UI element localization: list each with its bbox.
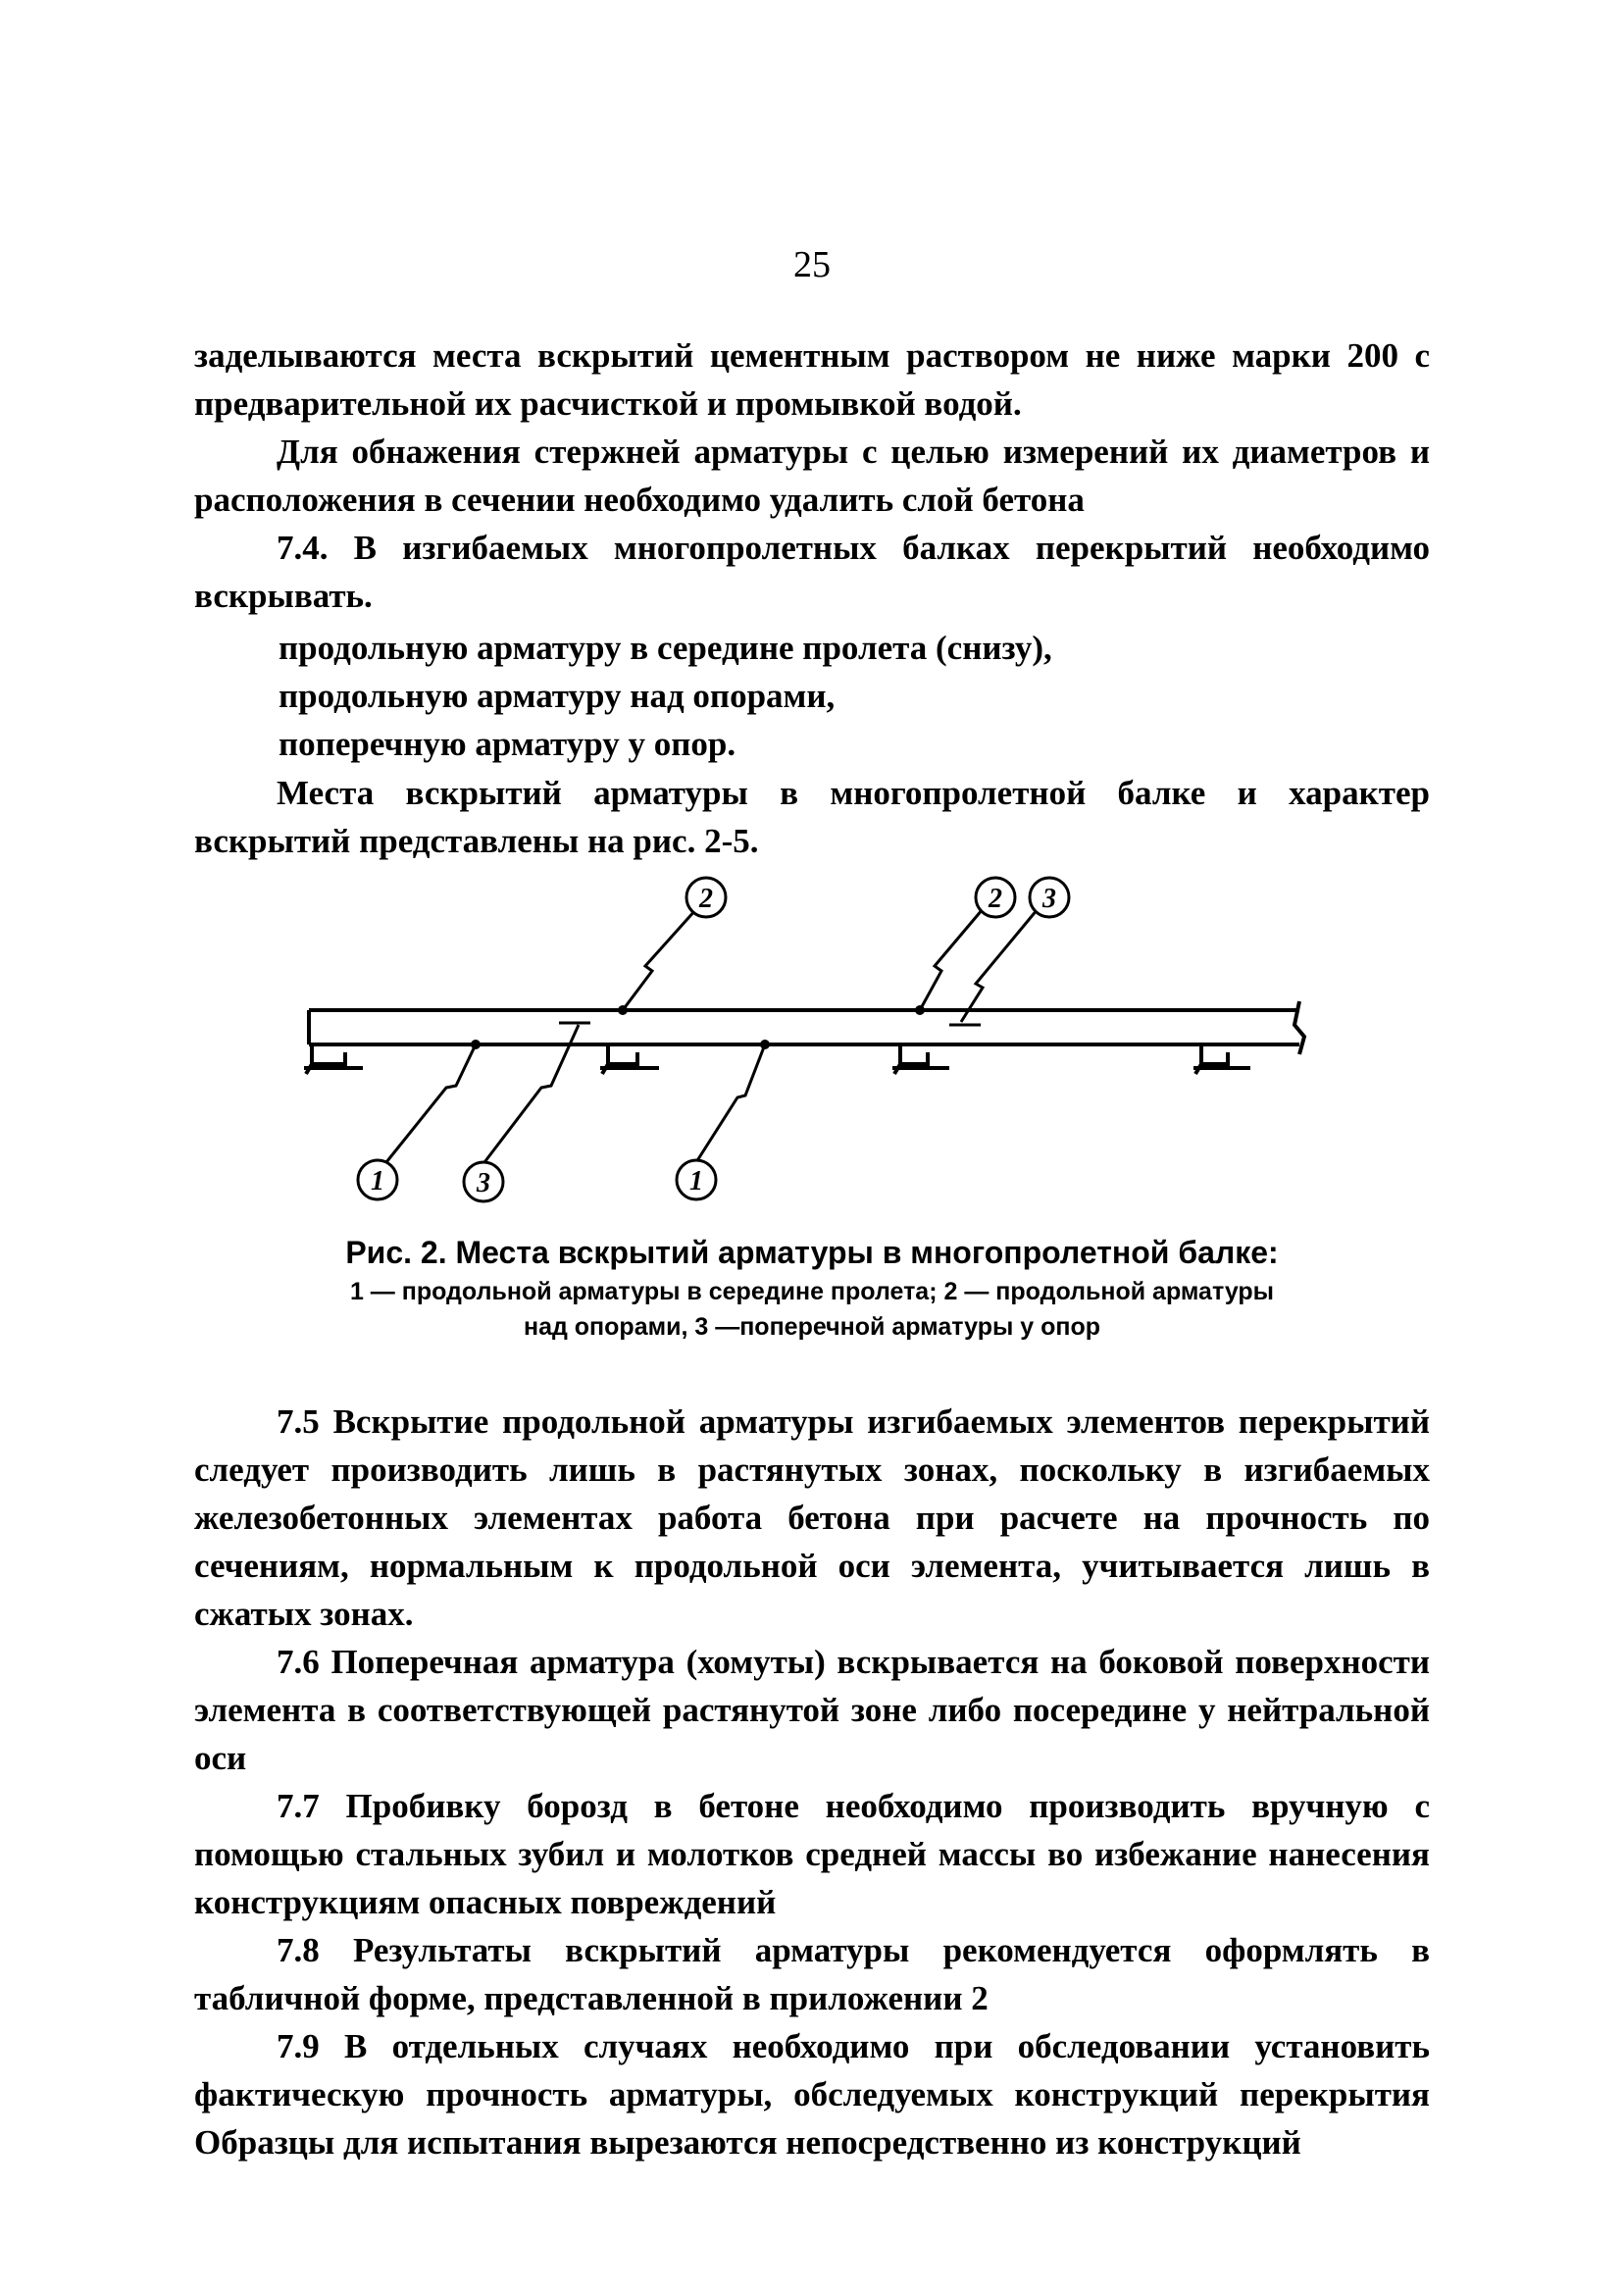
label-circles bbox=[358, 878, 1069, 1201]
paragraph-7-9: 7.9 В отдельных случаях необходимо при обследовании установить фактическую прочность арматуры, обследуемых конструкций перекрытия Образцы для испытания вырезаются непосредственно из конструкций bbox=[194, 2027, 1430, 2162]
paragraph-exposing-rebar: Для обнажения стержней арматуры с целью измерений их диаметров и расположения в сечении необходимо удалить слой бетона bbox=[194, 433, 1430, 519]
list-item: продольную арматуру над опорами, bbox=[279, 677, 836, 715]
list-item: продольную арматуру в середине пролета (снизу), bbox=[279, 629, 1052, 667]
figure-label-2a: 2 bbox=[699, 884, 713, 914]
paragraph-figure-reference: Места вскрытий арматуры в многопролетной балке и характер вскрытий представлены на рис. 2-5. bbox=[194, 774, 1430, 860]
figure-caption bbox=[196, 1231, 1428, 1345]
supports bbox=[304, 1044, 1250, 1074]
beam-diagram bbox=[284, 868, 1324, 1221]
page-number: 25 bbox=[793, 244, 831, 285]
paragraph-7-4: 7.4. В изгибаемых многопролетных балках перекрытий необходимо вскрывать. bbox=[194, 529, 1430, 615]
figure-label-3b: 3 bbox=[1042, 884, 1056, 914]
paragraph-7-8: 7.8 Результаты вскрытий арматуры рекомендуется оформлять в табличной форме, представленной в приложении 2 bbox=[194, 1931, 1430, 2017]
rebar-list bbox=[279, 624, 1052, 768]
paragraph-7-7: 7.7 Пробивку борозд в бетоне необходимо производить вручную с помощью стальных зубил и молотков средней массы во избежание нанесения конструкциям опасных повреждений bbox=[194, 1787, 1430, 1921]
figure-label-2b: 2 bbox=[989, 884, 1002, 914]
caption-legend-line2: над опорами, 3 —поперечной арматуры у опор bbox=[523, 1313, 1101, 1341]
list-item: поперечную арматуру у опор. bbox=[279, 725, 736, 763]
paragraph-7-6: 7.6 Поперечная арматура (хомуты) вскрывается на боковой поверхности элемента в соответствующей растянутой зоне либо посередине у нейтральной оси bbox=[194, 1643, 1430, 1777]
caption-legend-line1: 1 — продольной арматуры в середине пролета; 2 — продольной арматуры bbox=[349, 1278, 1275, 1305]
leader-lines bbox=[382, 909, 1038, 1170]
figure-label-1b: 1 bbox=[689, 1166, 703, 1196]
figure-label-3a: 3 bbox=[477, 1168, 490, 1198]
paragraph-sealing: заделываются места вскрытий цементным раствором не ниже марки 200 с предварительной их расчисткой и промывкой водой. bbox=[194, 336, 1430, 423]
figure-label-1a: 1 bbox=[371, 1166, 384, 1196]
beam-outline bbox=[309, 1001, 1304, 1054]
caption-title: Рис. 2. Места вскрытий арматуры в многопролетной балке: bbox=[345, 1235, 1279, 1270]
paragraph-7-5: 7.5 Вскрытие продольной арматуры изгибаемых элементов перекрытий следует производить лишь в растянутых зонах, поскольку в изгибаемых железобетонных элементах работа бетона при расчете на прочность по сечениям, нормальным к продольной оси элемента, учитывается лишь в сжатых зонах. bbox=[194, 1402, 1430, 1633]
